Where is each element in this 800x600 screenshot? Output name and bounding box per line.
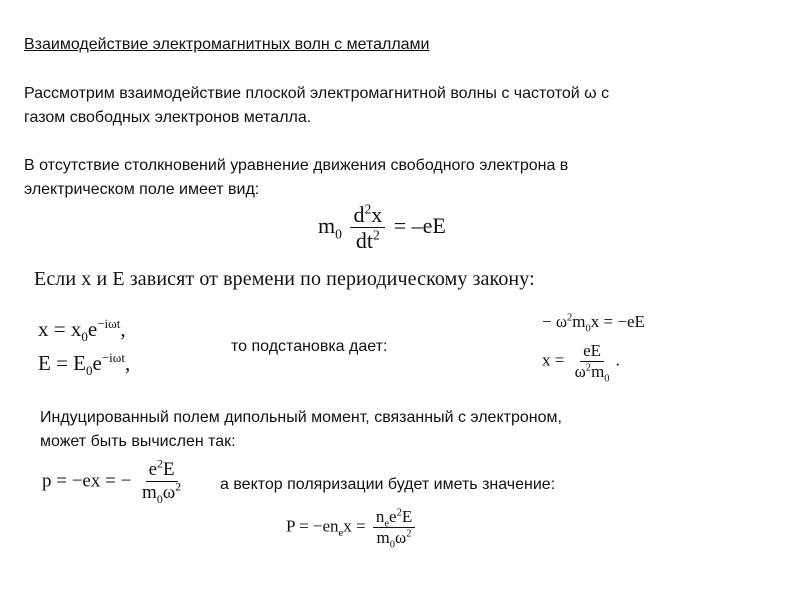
motion-line-2: электрическом поле имеет вид: xyxy=(24,181,260,198)
equation-substituted: − $\omega^2m_0x = -eE$ xyxy=(542,312,645,335)
motion-paragraph xyxy=(24,154,784,202)
polarization-text: а вектор поляризации будет иметь значение: xyxy=(220,476,556,493)
intro-line-2: газом свободных электронов металла. xyxy=(24,109,312,126)
motion-line-1: В отсутствие столкновений уравнение движения свободного электрона в xyxy=(24,157,569,174)
equation-x-solution: x = $\frac{eE}{\omega^2m_0}$ . xyxy=(542,341,620,385)
intro-paragraph xyxy=(24,82,784,130)
periodic-heading: Если x и E зависят от времени по периодическому закону: xyxy=(34,268,535,290)
equation-motion: $m_0$ $\frac{d^2x}{dt^2}$ = –eE xyxy=(318,201,446,254)
equation-polarization: $P = -en_ex$ = $\frac{n_ee^2E}{m_0\omega^2}$ xyxy=(286,508,418,548)
dipole-paragraph xyxy=(40,406,780,454)
equation-dipole: p = −ex = − $\frac{e^2E}{m_0\omega^2}$ xyxy=(42,457,182,506)
slide-title: Взаимодействие электромагнитных волн с металлами xyxy=(24,36,430,53)
dipole-line-1: Индуцированный полем дипольный момент, связанный с электроном, xyxy=(40,409,562,426)
substitution-text: то подстановка дает: xyxy=(231,338,388,355)
intro-line-1: Рассмотрим взаимодействие плоской электромагнитной волны с частотой ω с xyxy=(24,85,610,102)
equation-x-periodic: $x = x_0e^{-i\omega t}$, xyxy=(38,316,126,345)
equations-periodic xyxy=(38,312,130,380)
equation-E-periodic: $E = E_0e^{-i\omega t}$, xyxy=(38,350,131,379)
dipole-line-2: может быть вычислен так: xyxy=(40,433,236,450)
